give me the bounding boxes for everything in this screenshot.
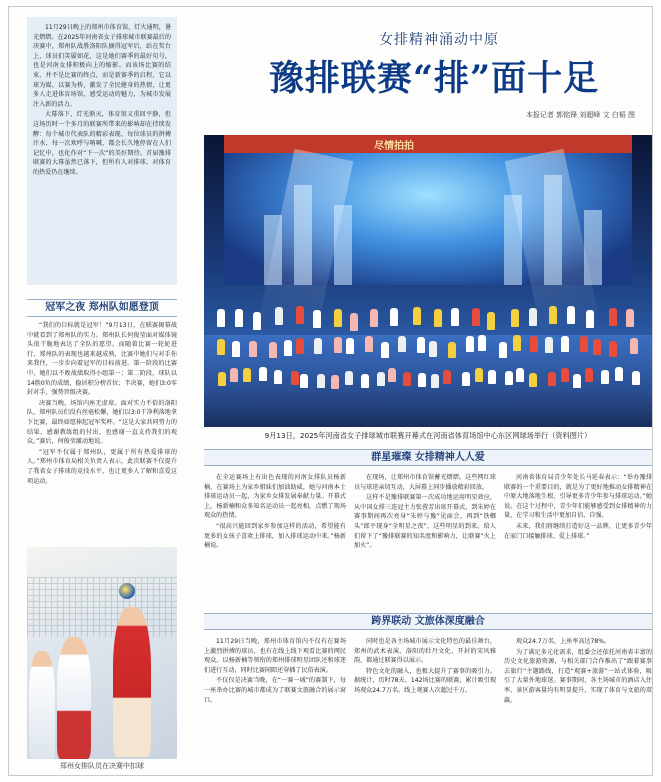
performer-figure <box>451 308 459 326</box>
performer-figure <box>487 312 495 330</box>
section-b-col3 <box>504 637 652 771</box>
performer-figure <box>632 371 640 385</box>
performer-figure <box>513 335 521 351</box>
newspaper-page <box>8 6 653 776</box>
performer-figure <box>567 306 575 324</box>
performer-figure <box>313 310 321 328</box>
volleyball-net <box>27 577 177 637</box>
section-b-paragraph: 为了满足多元化需求，组委会还依托河南省丰富的历史文化旅游资源，与相关部门合作推出了“跟着赛事去旅行”主题路线，打造“观赛+旅游”一站式体验，吸引了大量外地球迷。赛事期间，各主场城市的酒店入住率、景区游客量均有明显提升，实现了体育与文旅的双赢。 <box>504 648 652 704</box>
section-a-paragraph: 这样不是豫排联赛第一次成功地运用明星效应，从中国女排三连冠主力张蓉芳出席开幕式，到朱婷在赛事期间再次亮身“朱婷与豫”见面会，再到“铁榔头”郎平现身“全明星之夜”，这些明星的到来，给人们留下了“豫排联赛的知名度和影响力，让联赛“火上加火”。 <box>354 494 496 550</box>
opening-ceremony-photo <box>204 135 652 427</box>
performer-figure <box>217 339 225 355</box>
main-photo-caption: 9月13日，2025年河南省女子排球城市联赛开幕式在河南省体育场馆中心东区网球场举行（资料图片） <box>264 431 592 440</box>
performer-figure <box>593 339 601 355</box>
lead-paragraph: 11月29日晚上的郑州市体育馆，灯火通明，暑光熠熠。在2025年河南省女子排球城市联赛最后的决赛中，郑州队战胜洛阳队摘得冠军后，站在奖台上，球员们笑靥如花，这是她们赛季的最好句号，也是河南女排积极向上的缩影。而该场比赛的结束，并不是比赛的终点，而是新赛季的启程，它以球为媒，以赛为桥，激发了全民健身的热情，让更多人走进体育场馆，感受运动的魅力，为城市发展注入新的活力。 <box>33 24 171 108</box>
lead-box <box>27 17 177 285</box>
performer-figure <box>466 336 474 352</box>
stage-banner <box>224 135 632 153</box>
section-b-paragraph: 11月29日当晚，郑州市体育馆内不仅有在赛场上激烈拼搏的球员，也有在线上线下观看比赛的网民观众。以杨新楠等领衔的郑州排球明星团队还和球迷们进行互动，同时比赛间隙还穿插了民俗表演。 <box>204 638 346 674</box>
performer-figure <box>601 370 609 384</box>
stage-banner-text: 尽情拍拍 <box>374 141 414 152</box>
performer-figure <box>334 309 342 327</box>
performer-figure <box>530 336 538 352</box>
performer-figure <box>478 335 486 351</box>
section-a-paragraph: “很高兴能回到家乡参加这样的活动，希望能有更多的女孩子喜欢上排球，加入排球运动中来。”杨新楠说。 <box>204 522 346 550</box>
section-a-title: 群星璀璨 女排精神人人爱 <box>204 449 652 466</box>
performer-figure <box>334 337 342 353</box>
performer-figure <box>314 338 322 354</box>
performer-figure <box>516 368 524 382</box>
performer-figure <box>549 306 557 324</box>
performer-figure <box>235 309 243 327</box>
performer-figure <box>417 337 425 353</box>
performer-figure <box>253 312 261 330</box>
performer-figure <box>529 373 537 387</box>
performer-figure <box>443 370 451 384</box>
volleyball <box>119 583 135 599</box>
performer-figure <box>275 307 283 325</box>
byline: 本报记者 郭铭锋 刘超峰 文 白韬 图 <box>525 111 635 119</box>
performer-figure <box>580 336 588 352</box>
performer-figure <box>217 309 225 327</box>
performer-figure <box>499 342 507 358</box>
performer-figure <box>511 309 519 327</box>
section-a-paragraph: 在现场，让郑州市体育馆蓄光熠熠。这些网红球员与球迷亲切互动，大屏幕上同步播放精彩回放。 <box>354 474 496 491</box>
section-b-paragraph: 观众24.7万名，上座率高达78%。 <box>516 638 611 645</box>
performer-figure <box>609 308 617 326</box>
section-b-col2 <box>354 637 496 771</box>
performer-figure <box>243 368 251 382</box>
section-b-title: 跨界联动 文旅体深度融合 <box>204 613 652 630</box>
performer-figure <box>462 372 470 386</box>
section-a-paragraph: 河南省体育局青少年处长马延春表示：“举办豫排联赛的一个重要目的，就是为了更好地推动女排精神在中原大地落地生根，引导更多青少年参与排球运动。”她说。在这个过程中，青少年们能够感受到女排精神的力量，在学习和生活中更加自信、自强。 <box>504 474 652 520</box>
player-figure <box>57 637 91 759</box>
section-a-col2 <box>354 473 496 607</box>
performer-figure <box>413 307 421 325</box>
performer-figure <box>331 375 339 389</box>
performer-figure <box>259 367 267 381</box>
performer-figure <box>398 336 406 352</box>
performer-figure <box>370 309 378 327</box>
performer-figure <box>274 370 282 384</box>
performer-figure <box>365 336 373 352</box>
left-photo-caption: 郑州女排队员在决赛中扣球 <box>60 762 144 770</box>
performer-figure <box>377 372 385 386</box>
performer-figure <box>300 374 308 388</box>
performer-figure <box>218 372 226 386</box>
performer-figure <box>561 368 569 382</box>
performer-figure <box>296 338 304 354</box>
performer-figure <box>388 368 396 382</box>
performer-figure <box>585 368 593 382</box>
performer-figure <box>431 374 439 388</box>
performer-figure <box>269 342 277 358</box>
performer-figure <box>630 338 638 354</box>
volleyball-spike-photo <box>27 547 177 759</box>
performer-figure <box>505 371 513 385</box>
performer-figure <box>350 313 358 331</box>
section-a-paragraph: 未来，我们将继续打造好这一品牌，让更多青少年在家门口接触排球、爱上排球。” <box>504 522 652 540</box>
performer-figure <box>232 341 240 357</box>
section-a-col1 <box>204 473 346 607</box>
player-figure <box>113 607 151 757</box>
section-a-paragraph: 在全运赛场上有出色表现的河南女排队员杨新楠，在赛场上为家乡姐妹们加油助威，她与河南本土排球运动员一起，为家乡女排发展奉献力量。开幕式上，杨新楠和众多知名运动员一起亮相，点燃了现场观众的热情。 <box>204 474 346 520</box>
section-b-paragraph: 同时也是各主场城市展示文化特色的最佳舞台，郑州的武术表演、洛阳的牡丹文化、开封的宋风雅韵，都通过联赛得以展示。 <box>354 638 496 665</box>
performer-figure <box>573 374 581 388</box>
lead-text <box>33 23 171 178</box>
performer-figure <box>291 371 299 385</box>
performer-figure <box>249 341 257 357</box>
performer-figure <box>615 367 623 381</box>
performer-figure <box>434 309 442 327</box>
left-paragraph: “我们的目标就是冠军！”9月13日，在联赛揭幕战中就看到了郑州队的实力。郑州队长何俊莹面对媒体镜头很干脆地表达了全队的愿望。而随着比赛一轮轮进行，郑州队的表现也越来越成熟，比赛中她们与对手你来我往，一步步向着冠军的目标前进。第一阶段的比赛中，她们以不败战绩取得小组第一；第二阶段，球队以14胜0负的成绩，稳居积分榜首位；半决赛，她们3:0零封对手，强势晋级决赛。 <box>27 322 177 397</box>
performer-figure <box>296 306 304 324</box>
section-b-col1 <box>204 637 346 771</box>
performer-figure <box>390 308 398 326</box>
left-paragraph: “冠军不仅属于郑州队，更属于所有热爱排球的人。”郑州市体育局相关负责人表示，此次联赛不仅提升了我省女子排球的竞技水平，也让更多人了解和喜爱这项运动。 <box>27 448 177 485</box>
performer-figure <box>475 368 483 382</box>
performer-figure <box>626 309 634 327</box>
performer-figure <box>448 342 456 358</box>
lead-paragraph: 大幕落下，灯光渐灭，体育馆又重回平静，但这场历时一个多月的联赛所带来的影响却在持续发酵：每个城市代表队的精彩表现、每位球员的拼搏汗水、每一次欢呼与呐喊，都会长久地停留在人们记忆中，也化作对“下一次”的美好期待。首届豫排联赛的大幕虽然已落下，但所有人对排球、对体育的热爱仍在继续。 <box>33 111 171 176</box>
left-section-body <box>27 321 177 541</box>
kicker: 女排精神涌动中原 <box>379 32 499 48</box>
performer-figure <box>418 373 426 387</box>
performer-figure <box>429 341 437 357</box>
performer-figure <box>346 338 354 354</box>
performer-figure <box>609 341 617 357</box>
performer-figure <box>472 308 480 326</box>
left-section-title: 冠军之夜 郑州队如愿登顶 <box>27 299 177 317</box>
performer-figure <box>381 342 389 358</box>
performer-figure <box>561 336 569 352</box>
performer-figure <box>230 368 238 382</box>
performer-figure <box>317 374 325 388</box>
performer-figure <box>403 372 411 386</box>
section-b-paragraph: 特色文化的融入，也极大提升了赛事的吸引力。据统计，历时78天、142场比赛的联赛，累计吸引现场观众24.7万名，线上观赛人次超过千万。 <box>354 667 496 694</box>
performer-figure <box>548 372 556 386</box>
player-figure <box>29 651 55 759</box>
performer-figure <box>361 374 369 388</box>
performer-figure <box>529 308 537 326</box>
headline: 豫排联赛“排”面十足 <box>268 58 600 99</box>
performer-figure <box>488 370 496 384</box>
performer-figure <box>586 310 594 328</box>
section-b-paragraph: 不仅仅是决赛当晚，在“一赛一城”的赛制下，每一座举办比赛的城市都成为了联赛文旅融合的展示窗口。 <box>204 677 346 704</box>
performer-figure <box>545 337 553 353</box>
performer-figure <box>284 340 292 356</box>
performer-figure <box>345 371 353 385</box>
left-paragraph: 决赛当晚，场馆内座无虚席。面对实力不俗的洛阳队，郑州队员们没有丝毫松懈，她们以3:0干净利落地拿下比赛，最终如愿捧起冠军奖杯。“这是大家共同努力的结果，感谢教练组的付出，也感谢一直支持我们的观众。”赛后，何俊莹激动地说。 <box>27 399 177 446</box>
section-a-col3 <box>504 473 652 607</box>
